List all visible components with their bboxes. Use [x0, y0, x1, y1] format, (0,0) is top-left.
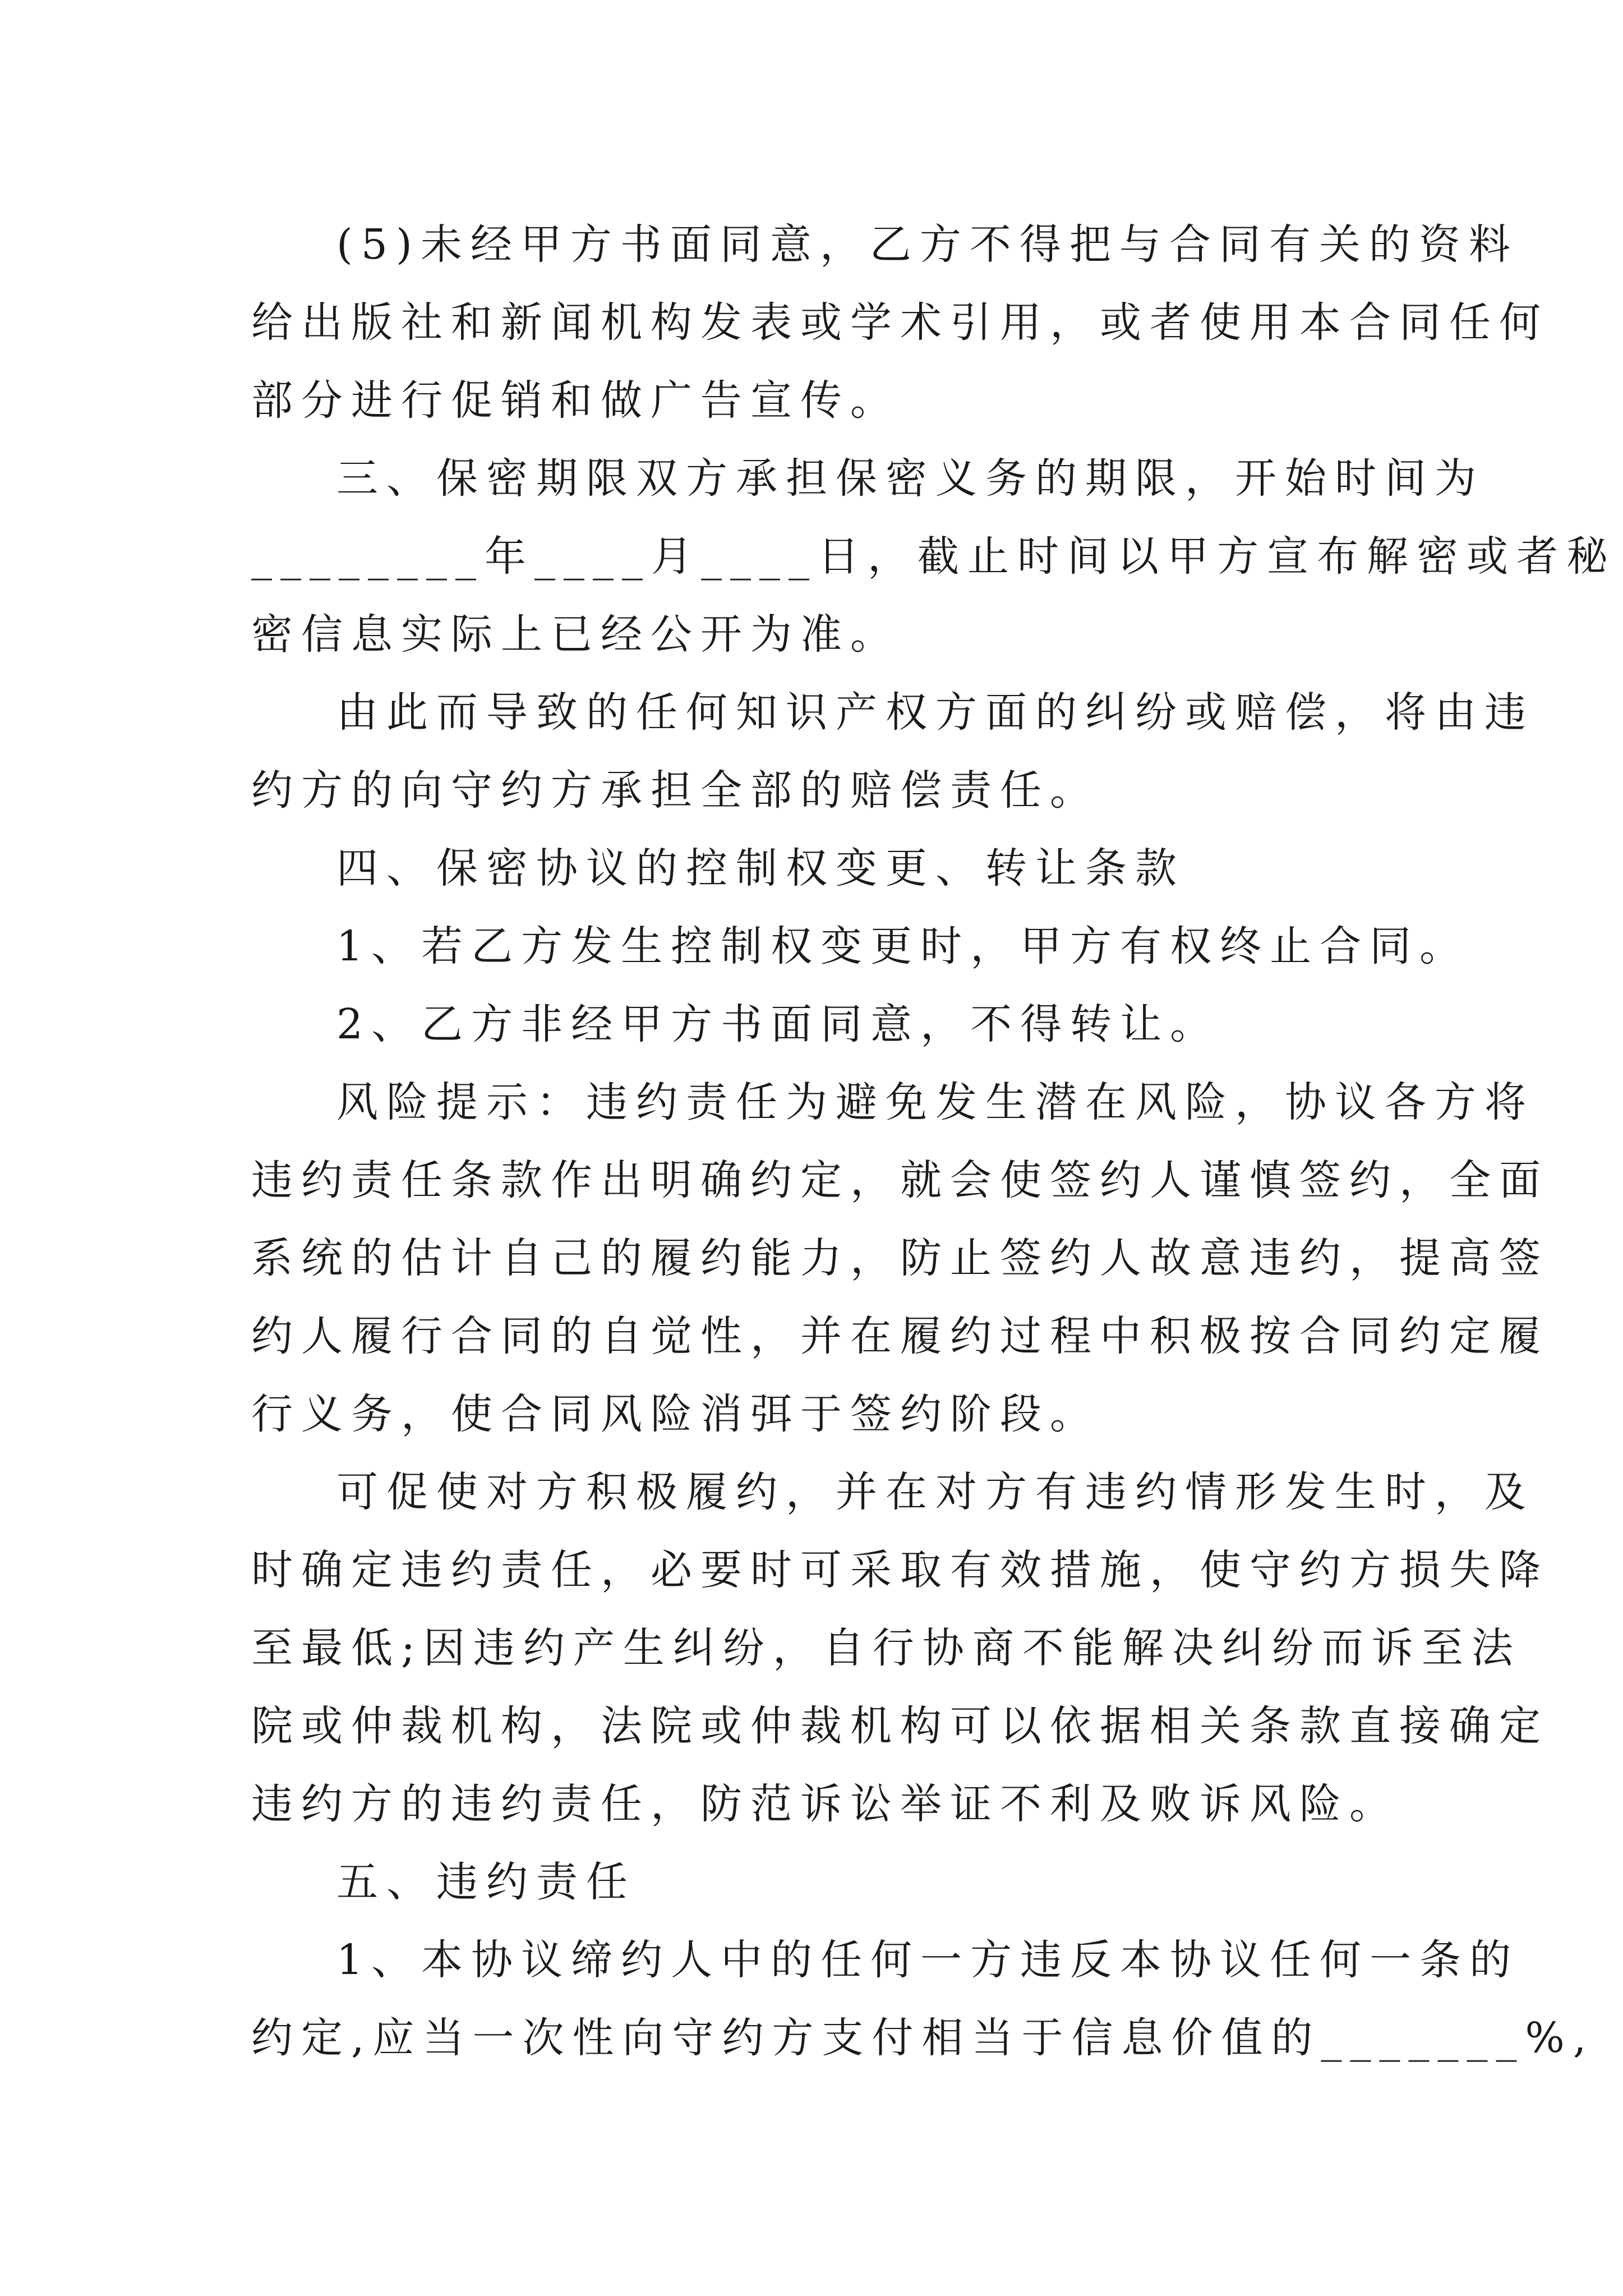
paragraph-line: ________年____月____日，截止时间以甲方宣布解密或者秘	[251, 532, 1616, 581]
paragraph-line: 违约责任条款作出明确约定，就会使签约人谨慎签约，全面	[251, 1156, 1549, 1204]
paragraph-line: (5)未经甲方书面同意，乙方不得把与合同有关的资料	[336, 220, 1519, 269]
paragraph-line: 行义务，使合同风险消弭于签约阶段。	[251, 1390, 1100, 1438]
paragraph-line: 部分进行促销和做广告宣传。	[251, 376, 900, 425]
paragraph-line: 给出版社和新闻机构发表或学术引用，或者使用本合同任何	[251, 298, 1549, 347]
paragraph-line: 2、乙方非经甲方书面同意，不得转让。	[336, 1000, 1220, 1048]
paragraph-line: 约方的向守约方承担全部的赔偿责任。	[251, 766, 1100, 815]
paragraph-line: 1、若乙方发生控制权变更时，甲方有权终止合同。	[336, 922, 1470, 970]
paragraph-line: 三、保密期限双方承担保密义务的期限，开始时间为	[336, 454, 1484, 503]
paragraph-line: 1、本协议缔约人中的任何一方违反本协议任何一条的	[336, 1936, 1520, 1984]
paragraph-line: 至最低;因违约产生纠纷，自行协商不能解决纠纷而诉至法	[251, 1624, 1521, 1672]
section-heading: 五、违约责任	[336, 1858, 636, 1906]
paragraph-line: 系统的估计自己的履约能力，防止签约人故意违约，提高签	[251, 1234, 1549, 1282]
paragraph-line: 四、保密协议的控制权变更、转让条款	[336, 844, 1185, 892]
paragraph-line: 院或仲裁机构，法院或仲裁机构可以依据相关条款直接确定	[251, 1702, 1549, 1750]
paragraph-line: 由此而导致的任何知识产权方面的纠纷或赔偿，将由违	[336, 688, 1534, 737]
paragraph-line: 违约方的违约责任，防范诉讼举证不利及败诉风险。	[251, 1780, 1399, 1828]
paragraph-line: 可促使对方积极履约，并在对方有违约情形发生时，及	[336, 1468, 1534, 1516]
paragraph-line: 约定,应当一次性向守约方支付相当于信息价值的_______%,	[251, 2014, 1595, 2062]
paragraph-line: 密信息实际上已经公开为准。	[251, 610, 900, 659]
paragraph-line: 时确定违约责任，必要时可采取有效措施，使守约方损失降	[251, 1546, 1549, 1594]
paragraph-line: 约人履行合同的自觉性，并在履约过程中积极按合同约定履	[251, 1312, 1549, 1360]
paragraph-line: 风险提示：违约责任为避免发生潜在风险，协议各方将	[336, 1078, 1534, 1126]
